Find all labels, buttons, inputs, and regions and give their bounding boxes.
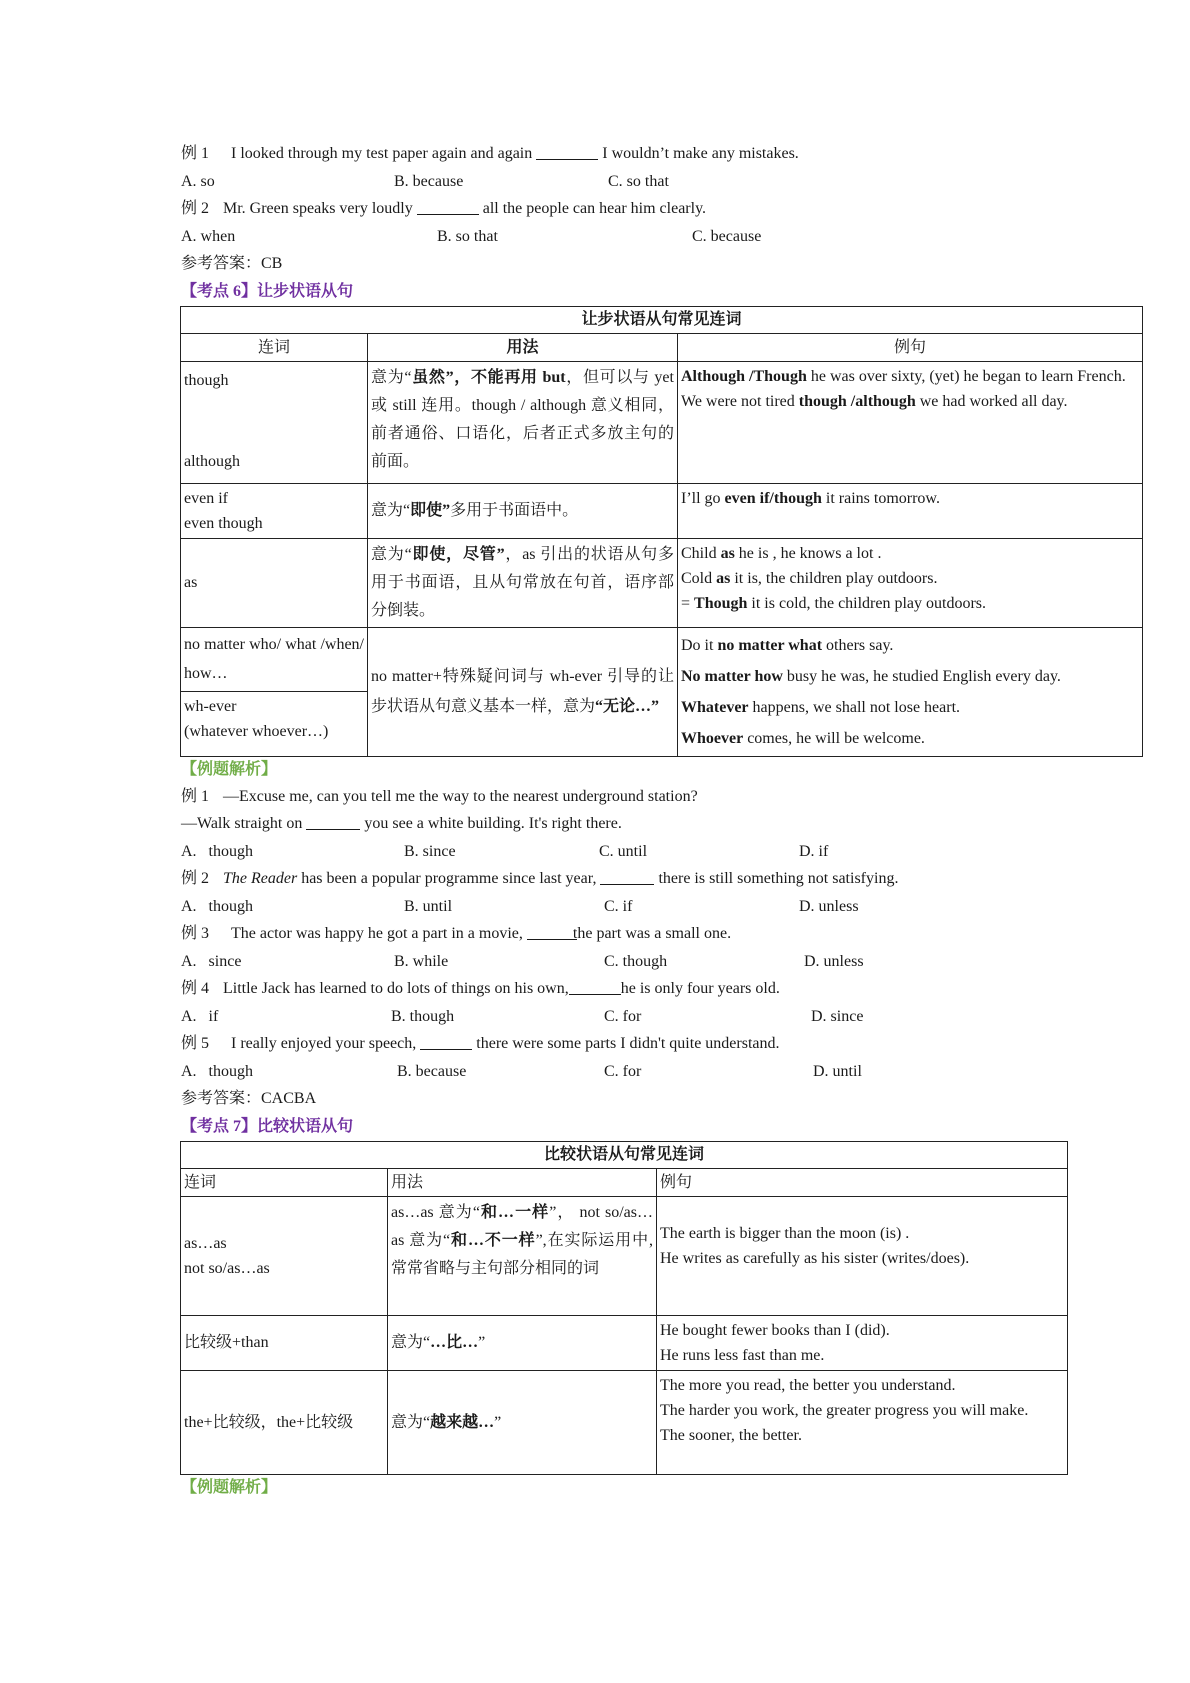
document-page (181, 140, 1141, 1501)
example-cell: The earth is bigger than the moon (is) . He writes as carefully as his sister (writes/does). (657, 1196, 1068, 1315)
usage-cell: no matter+特殊疑问词与 wh-ever 引导的让步状语从句意义基本一样，意为“无论…” (368, 627, 678, 756)
table-row (181, 1196, 1068, 1315)
comparison-conjunction-table (180, 1141, 1068, 1475)
concession-conjunction-table (180, 306, 1143, 757)
analysis-heading: 【例题解析】 (181, 1478, 278, 1496)
option-a: A. if (181, 1007, 219, 1025)
answer-blank (306, 812, 360, 830)
option-a: A. since (181, 952, 242, 970)
example-1-question-line2: —Walk straight on you see a white building. It's right there. (181, 810, 1141, 838)
table-row (181, 538, 1143, 627)
example-label: 例 1 (181, 145, 210, 162)
option-d: D. since (811, 1007, 864, 1025)
column-header-conjunction: 连词 (181, 333, 368, 361)
option-c: C. if (604, 897, 633, 915)
conjunction-cell: wh-ever (whatever whoever…) (181, 692, 368, 757)
example-1-question: 例 1 I looked through my test paper again and again I wouldn’t make any mistakes. (181, 140, 1141, 168)
conjunction-cell: no matter who/ what /when/ how… (181, 627, 368, 692)
analysis-heading: 【例题解析】 (181, 760, 278, 778)
example-5-options (181, 1058, 1141, 1086)
option-b: B. since (404, 842, 456, 860)
usage-cell: 意为“即使，尽管”，as 引出的状语从句多用于书面语，且从句常放在句首，语序部分倒装。 (368, 538, 678, 627)
example-cell: Child as he is , he knows a lot . Cold as it is, the children play outdoors. = Though it is cold, the children play outdoors. (678, 538, 1143, 627)
table-row (181, 1370, 1068, 1474)
example-2-question: 例 2 Mr. Green speaks very loudly all the people can hear him clearly. (181, 195, 1141, 223)
example-label: 例 1 (181, 787, 210, 805)
option-d: D. if (799, 842, 829, 860)
option-a: A. when (181, 227, 236, 245)
example-2-options (181, 223, 1141, 251)
option-c: C. though (604, 952, 668, 970)
usage-cell: 意为“虽然”，不能再用 but，但可以与 yet 或 still 连用。though / although 意义相同，前者通俗、口语化，后者正式多放主句的前面。 (368, 361, 678, 483)
example-label: 例 5 (181, 1035, 210, 1052)
option-a: A. though (181, 1062, 253, 1080)
answer-blank (420, 1032, 472, 1050)
example-label: 例 2 (181, 870, 210, 887)
option-c: C. for (604, 1062, 642, 1080)
example-2-question: 例 2 The Reader has been a popular programme since last year, there is still something not satisfying. (181, 865, 1141, 893)
column-header-example: 例句 (657, 1168, 1068, 1196)
answer-blank (417, 197, 479, 215)
option-b: B. because (394, 172, 464, 190)
conjunction-cell: the+比较级，the+比较级 (181, 1370, 388, 1474)
usage-cell: 意为“即使”多用于书面语中。 (368, 483, 678, 538)
option-c: C. for (604, 1007, 642, 1025)
example-5-question: 例 5 I really enjoyed your speech, there were some parts I didn't quite understand. (181, 1030, 1141, 1058)
usage-cell: 意为“越来越…” (388, 1370, 657, 1474)
option-d: D. unless (804, 952, 864, 970)
table-row (181, 483, 1143, 538)
option-b: B. though (391, 1007, 455, 1025)
column-header-conjunction: 连词 (181, 1168, 388, 1196)
example-label: 例 3 (181, 925, 210, 942)
table-row (181, 627, 1143, 692)
example-2-options (181, 893, 1141, 921)
option-a: A. though (181, 897, 253, 915)
conjunction-cell: though although (181, 361, 368, 483)
usage-cell: 意为“…比…” (388, 1315, 657, 1370)
usage-cell: as…as 意为“和…一样”， not so/as…as 意为“和…不一样”,在实际运用中,常常省略与主句部分相同的词 (388, 1196, 657, 1315)
answer-blank (527, 922, 577, 940)
column-header-usage: 用法 (368, 333, 678, 361)
example-cell: The more you read, the better you understand. The harder you work, the greater progress you will make. The sooner, the better. (657, 1370, 1068, 1474)
answer-key: 参考答案：CB (181, 255, 283, 272)
answer-key: 参考答案：CACBA (181, 1090, 317, 1107)
conjunction-cell: as (181, 538, 368, 627)
option-a: A. though (181, 842, 253, 860)
section-heading-7: 【考点 7】比较状语从句 (181, 1117, 354, 1135)
option-c: C. so that (608, 172, 669, 190)
answer-blank (536, 142, 598, 160)
column-header-example: 例句 (678, 333, 1143, 361)
example-label: 例 4 (181, 980, 210, 997)
conjunction-cell: as…as not so/as…as (181, 1196, 388, 1315)
example-cell: Although /Though he was over sixty, (yet) he began to learn French. We were not tired though /although we had worked all day. (678, 361, 1143, 483)
option-b: B. so that (437, 227, 498, 245)
section-heading-6: 【考点 6】让步状语从句 (181, 282, 354, 300)
example-1-question: 例 1 —Excuse me, can you tell me the way to the nearest underground station? (181, 783, 1141, 811)
option-d: D. until (813, 1062, 862, 1080)
example-cell: Do it no matter what others say. No matter how busy he was, he studied English every day. Whatever happens, we shall not lose heart. Whoever comes, he will be welcome. (678, 627, 1143, 756)
example-4-options (181, 1003, 1141, 1031)
example-label: 例 2 (181, 200, 210, 217)
option-a: A. so (181, 172, 215, 190)
answer-blank (600, 867, 654, 885)
option-b: B. because (397, 1062, 467, 1080)
example-cell: He bought fewer books than I (did). He runs less fast than me. (657, 1315, 1068, 1370)
example-cell: I’ll go even if/though it rains tomorrow. (678, 483, 1143, 538)
option-b: B. while (394, 952, 449, 970)
option-d: D. unless (799, 897, 859, 915)
conjunction-cell: 比较级+than (181, 1315, 388, 1370)
conjunction-cell: even if even though (181, 483, 368, 538)
answer-blank (569, 977, 621, 995)
example-4-question: 例 4 Little Jack has learned to do lots of things on his own, he is only four years old. (181, 975, 1141, 1003)
table-row (181, 1315, 1068, 1370)
option-c: C. until (599, 842, 648, 860)
example-1-options (181, 838, 1141, 866)
example-3-options (181, 948, 1141, 976)
option-b: B. until (404, 897, 453, 915)
table-title: 比较状语从句常见连词 (181, 1141, 1068, 1168)
option-c: C. because (692, 227, 762, 245)
column-header-usage: 用法 (388, 1168, 657, 1196)
table-row (181, 361, 1143, 483)
table-title: 让步状语从句常见连词 (181, 306, 1143, 333)
example-1-options (181, 168, 1141, 196)
example-3-question: 例 3 The actor was happy he got a part in a movie, the part was a small one. (181, 920, 1141, 948)
